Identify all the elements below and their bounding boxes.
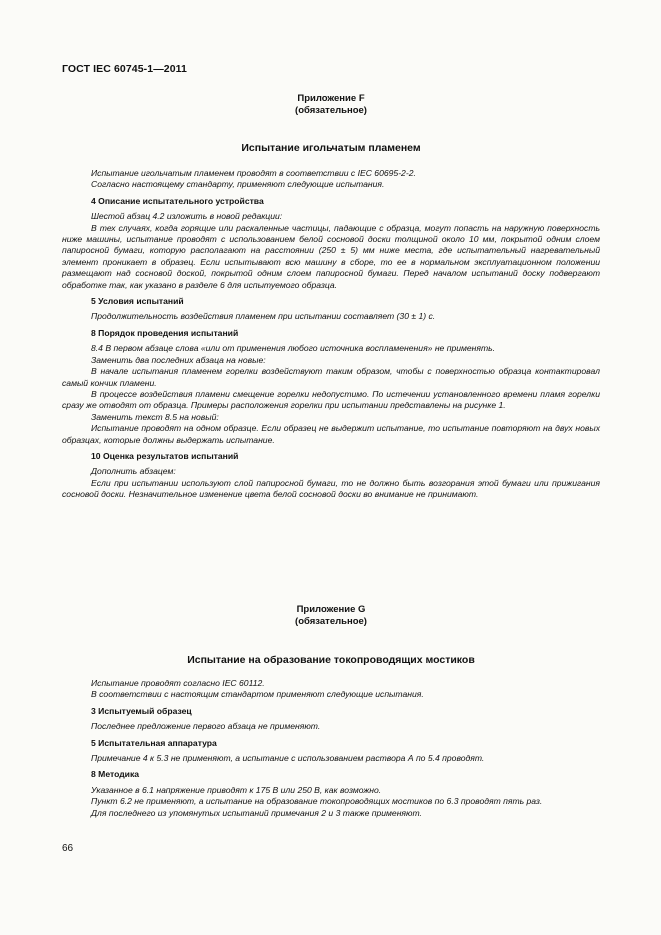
appendix-g-heading xyxy=(62,604,600,628)
section-heading: 8 Порядок проведения испытаний xyxy=(91,327,239,338)
paragraph: Указанное в 6.1 напряжение приводят к 175 В или 250 В, как возможно. xyxy=(91,784,382,795)
section-heading: 5 Испытательная аппаратура xyxy=(91,737,217,748)
page-number: 66 xyxy=(62,843,74,854)
appendix-g-status: (обязательное) xyxy=(295,616,367,627)
appendix-f-status: (обязательное) xyxy=(295,105,367,116)
paragraph: Согласно настоящему стандарту, применяют следующие испытания. xyxy=(91,179,385,190)
paragraph: Шестой абзац 4.2 изложить в новой редакции: xyxy=(91,211,283,222)
paragraph: Испытание проводят согласно IEC 60112. xyxy=(91,678,265,688)
appendix-f-label: Приложение F xyxy=(297,93,365,104)
paragraph: В тех случаях, когда горящие или раскаленные частицы, падающие с образца, могут попасть на наружную поверхность ниже машины, испытание проводят с использованием белой сосновой доски толщиной около 10 мм, покрытой одним слоем папиросной бумаги, которую располагают на расстоянии (250 ± 5) мм ниже места, где испытательный нагревательный элемент проникает в образец. Если испытывают всю машину в сборе, то ее в нормальном эксплуатационном положении размещают над сосновой доской, покрытой одним слоем папиросной бумаги. Перед началом испытаний доску подвергают обработке так, как указано в разделе 6 для испытуемого образца. xyxy=(62,222,600,290)
paragraph: Заменить два последних абзаца на новые: xyxy=(91,354,266,365)
paragraph: Последнее предложение первого абзаца не применяют. xyxy=(91,721,321,732)
paragraph: Дополнить абзацем: xyxy=(91,466,176,477)
paragraph: В соответствии с настоящим стандартом применяют следующие испытания. xyxy=(91,689,424,700)
appendix-g-label: Приложение G xyxy=(296,604,366,615)
paragraph: Испытание игольчатым пламенем проводят в соответствии с IEC 60695-2-2. xyxy=(91,168,416,178)
appendix-g-body xyxy=(62,678,600,819)
paragraph: В начале испытания пламенем горелки воздействуют таким образом, чтобы с поверхностью образца контактировал самый кончик пламени. xyxy=(62,366,600,388)
paragraph: Заменить текст 8.5 на новый: xyxy=(91,411,219,422)
appendix-f-body xyxy=(62,168,600,501)
section-heading: 4 Описание испытательного устройства xyxy=(91,195,264,206)
appendix-f-heading xyxy=(62,93,600,117)
paragraph: Если при испытании используют слой папиросной бумаги, то не должно быть возгорания этой бумаги или прижигания сосновой доски. Незначительное изменение цвета белой сосновой доски во внимание не принимают. xyxy=(62,477,600,500)
paragraph: Для последнего из упомянутых испытаний примечания 2 и 3 также применяют. xyxy=(91,807,422,818)
appendix-f-title: Испытание игольчатым пламенем xyxy=(241,142,421,154)
paragraph: Испытание проводят на одном образце. Если образец не выдержит испытание, то испытание повторяют на двух новых образцах, которые должны выдержать испытание. xyxy=(62,423,600,445)
paragraph: 8.4 В первом абзаце слова «или от применения любого источника воспламенения» не применять. xyxy=(91,343,496,354)
paragraph: Примечание 4 к 5.3 не применяют, а испытание с использованием раствора А по 5.4 проводят. xyxy=(91,753,485,764)
section-heading: 8 Методика xyxy=(91,769,140,780)
paragraph: Пункт 6.2 не применяют, а испытание на образование токопроводящих мостиков по 6.3 проводят пять раз. xyxy=(91,796,543,807)
document-header: ГОСТ IEC 60745-1—2011 xyxy=(62,63,187,75)
section-heading: 3 Испытуемый образец xyxy=(91,705,192,716)
paragraph: В процессе воздействия пламени смещение горелки недопустимо. По истечении установленного времени пламя горелки сразу же отводят от образца. Примеры расположения горелки при испытании представлены на рисунке 1. xyxy=(62,388,600,411)
paragraph: Продолжительность воздействия пламенем при испытании составляет (30 ± 1) с. xyxy=(91,311,436,322)
section-heading: 5 Условия испытаний xyxy=(91,296,184,307)
section-heading: 10 Оценка результатов испытаний xyxy=(91,450,239,461)
appendix-g-title: Испытание на образование токопроводящих мостиков xyxy=(187,654,475,666)
